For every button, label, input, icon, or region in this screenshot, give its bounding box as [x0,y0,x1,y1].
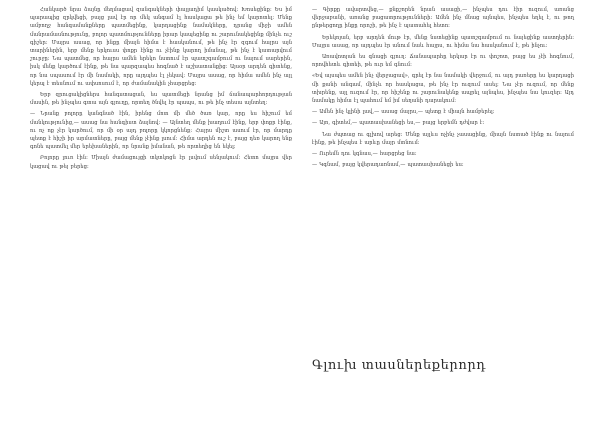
paragraph: Նա ժպտաց ու գլխով արեց։ Մենք այլևս ոչինչ չասացինք, միայն նստած էինք ու նայում էինք, թե ինչպես է արևը մայր մտնում։ [312,131,574,146]
dialog-paragraph: — Ուրեմն դու կգնաս,— հարցրեց նա։ [312,151,417,158]
dialog-paragraph: — Այո, գիտեմ,— պատասխանեցի ես,— բայց երբեմն դժվար է։ [312,120,485,127]
paragraph: Երբ զրուցակիցներս հանգստացան, ես պատմեցի նրանց իմ ճանապարհորդության մասին, թե ինչպես գտա այն գյուղը, որտեղ ծնվել էր պապս, ու թե ինչ տեսա այնտեղ։ [30,92,292,107]
paragraph: Առավոտյան ես գնացի գյուղ։ Ճանապարհը երկար էր ու փոշոտ, բայց ես չէի հոգնում, որովհետև գիտեի, թե ուր եմ գնում։ [312,54,574,69]
paragraph: Հանկարծ նրա ձայնը մեղմացավ զանգակների փայլադիմ կասկածով։ Խոսեցինք: Ես իմ պարապից զրկվեցի, բայց լավ էր որ մեկ անգամ էլ հասկացա թե ինչ եմ կարոտել: Մենք ամբողջ հանգամանքները պատմեցինք, կարդացինք նամակները, դրանց միջի ամեն մանրամասնությունը, բոլոր պատմությունները իրար կապեցինք ու շարունակեցինք մինչև ուշ գիշեր: Մայրս ասաց, որ ինքը միայն հիմա է հասկանում, թե ինչ էր զգում հայրս այն տարիներին, երբ մենք երկուսս փոքր էինք ու չէինք կարող իմանալ, թե ինչ է կատարվում շուրջը: Նա պատմեց, որ հայրս ամեն երեկո նստում էր պատշգամբում ու նայում սարերին, իսկ մենք կարծում էինք, թե նա պարզապես հոգնած է աշխատանքից: Այսօր արդեն գիտենք, որ նա սպասում էր մի նամակի, որը այդպես էլ չեկավ: Մայրս ասաց, որ հիմա ամեն ինչ այլ կերպ է տեսնում ու ափսոսում է, որ ժամանակին չհարցրեց։ [30,7,292,87]
paragraph: Բոլորը լուռ էին։ Միայն ժամացույցի տկտկոցն էր լսվում սենյակում։ Հետո մայրս վեր կացավ ու թեյ բերեց։ [30,155,292,170]
left-text-column [30,6,292,174]
dialog-paragraph: — Գիրքը ավարտվեց,— քնքշորեն նրան ասացի,— ինչպես դու էիր ուզում, առանց վերջաբանի, առանց բացատրությունների։ Ամեն ինչ մնաց այնպես, ինչպես եղել է, ու թող ընթերցողը ինքը որոշի, թե ինչ է պատահել հետո։ [312,7,574,30]
paragraph: Երեկոյան, երբ արդեն մութ էր, մենք նստեցինք պատշգամբում ու նայեցինք աստղերին։ Մայրս ասաց, որ այդպես էր անում նաև հայրս, ու հիմա նա հասկանում է, թե ինչու։ [312,34,574,49]
dialog-paragraph: — Ամեն ինչ կլինի լավ,— ասաց մայրս,— պետք է միայն համբերել։ [312,109,495,116]
right-text-column [312,6,574,172]
dialog-paragraph: — Նրանք բոլորը կանգնած էին, իրենց մոտ մի մեծ ծառ կար, որը ես հիշում եմ մանկությունից,— ասաց նա հանգիստ ձայնով: — Այնտեղ մենք խաղում էինք, երբ փոքր էինք, ու ոչ ոք չէր կարծում, որ մի օր այդ բոլորը կկորցնենք։ Հայրս միշտ ասում էր, որ մարդը պետք է հիշի իր արմատները, բայց մենք չէինք լսում։ Հիմա արդեն ուշ է, բայց դեռ կարող ենք գոնե պատմել մեր երեխաներին, որ նրանք իմանան, թե որտեղից են եկել։ [30,111,292,151]
quote-paragraph: «Եվ այսպես ամեն ինչ վերջացավ», գրել էր նա նամակի վերջում, ու այդ բառերը ես կարդացի մի քանի անգամ, մինչև որ հասկացա, թե ինչ էր ուզում ասել։ Նա չէր ուզում, որ մենք տխրենք, այլ ուզում էր, որ հիշենք ու շարունակենք ապրել այնպես, ինչպես նա կուզեր։ Այդ նամակը հիմա էլ պահում եմ իմ սեղանի դարակում։ [312,73,574,105]
chapter-title: Գլուխ տասներեքերորդ [312,358,486,373]
dialog-paragraph: — Կգնամ, բայց կվերադառնամ,— պատասխանեցի ես։ [312,162,464,169]
